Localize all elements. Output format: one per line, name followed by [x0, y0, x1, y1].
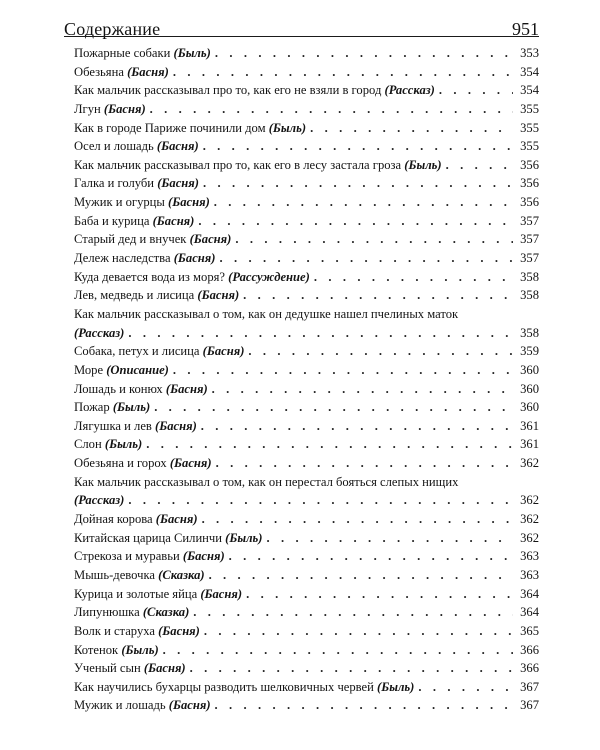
toc-entry-title: Дележ наследства: [74, 251, 174, 266]
toc-entry-genre: (Басня): [165, 381, 208, 396]
toc-entry: [74, 100, 539, 119]
toc-entry: [74, 547, 539, 566]
dot-leader: [267, 529, 513, 548]
table-of-contents: [74, 44, 539, 715]
toc-entry: [74, 286, 539, 305]
toc-entry-genre: (Басня): [173, 251, 216, 266]
toc-entry: [74, 659, 539, 678]
toc-entry-page: 364: [520, 586, 539, 601]
toc-entry-page: 362: [520, 530, 539, 545]
toc-entry-page: 357: [520, 251, 539, 266]
toc-entry-title: Лягушка и лев: [74, 418, 156, 433]
toc-entry-title: Мужик и огурцы: [74, 195, 169, 210]
toc-entry-genre: (Басня): [155, 418, 197, 433]
toc-entry-title: Волк и старуха: [74, 623, 159, 638]
toc-entry-genre: (Рассказ): [74, 325, 125, 340]
toc-entry-title: Дойная корова: [74, 512, 156, 527]
toc-entry: [74, 249, 539, 268]
dot-leader: [203, 174, 513, 193]
toc-entry-page: 356: [520, 157, 539, 172]
dot-leader: [215, 696, 513, 715]
dot-leader: [209, 566, 513, 585]
dot-leader: [154, 398, 513, 417]
header-page-number: 951: [512, 19, 539, 39]
toc-entry: [74, 212, 539, 231]
toc-entry-page: 365: [520, 623, 539, 638]
toc-entry-title: Ученый сын: [74, 661, 144, 676]
dot-leader: [219, 249, 513, 268]
toc-entry-title: Обезьяна и горох: [74, 456, 170, 471]
toc-entry-page: 364: [520, 605, 539, 620]
toc-entry-genre: (Сказка): [142, 605, 190, 620]
toc-entry: [74, 641, 539, 660]
toc-entry-title: Котенок: [74, 642, 122, 657]
toc-entry-genre: (Быль): [173, 46, 211, 60]
toc-entry-title: Галка и голуби: [74, 176, 158, 191]
toc-entry-page: 362: [520, 456, 539, 471]
toc-entry-page: 358: [520, 269, 539, 284]
dot-leader: [173, 63, 513, 82]
toc-entry-page: 357: [520, 232, 539, 247]
toc-entry-title: Баба и курица: [74, 213, 153, 228]
header-rule: [64, 36, 539, 37]
toc-entry: [74, 361, 539, 380]
toc-entry-page: 354: [520, 83, 539, 98]
toc-entry-page: 366: [520, 642, 539, 657]
toc-entry-genre: (Басня): [169, 456, 212, 471]
dot-leader: [446, 156, 513, 175]
toc-entry-page: 360: [520, 362, 539, 377]
toc-entry-genre: (Басня): [197, 288, 240, 303]
toc-entry-genre: (Сказка): [158, 567, 205, 582]
toc-entry-genre: (Басня): [157, 176, 199, 191]
toc-entry-title: Собака, петух и лисица: [74, 344, 203, 359]
dot-leader: [150, 100, 513, 119]
toc-entry-page: 362: [520, 493, 539, 508]
toc-entry-title: Мышь-девочка: [74, 567, 159, 582]
toc-entry-page: 361: [520, 418, 539, 433]
toc-entry: [74, 622, 539, 641]
dot-leader: [310, 119, 513, 138]
dot-leader: [229, 547, 513, 566]
dot-leader: [248, 342, 513, 361]
dot-leader: [314, 268, 513, 287]
toc-entry-title: Лошадь и конюх: [74, 381, 166, 396]
toc-entry-title: Как в городе Париже починили дом: [74, 120, 269, 135]
toc-entry-page: 360: [520, 400, 539, 415]
dot-leader: [128, 324, 513, 343]
dot-leader: [212, 380, 513, 399]
toc-entry-title: Стрекоза и муравьи: [74, 549, 183, 564]
toc-entry: [74, 268, 539, 287]
dot-leader: [215, 44, 513, 63]
toc-entry: [74, 529, 539, 548]
toc-entry-title: Лев, медведь и лисица: [74, 288, 198, 303]
toc-entry-genre: (Быль): [112, 400, 151, 415]
toc-entry-title: Как научились бухарцы разводить шелковичных червей: [74, 679, 378, 694]
toc-entry-genre: (Рассказ): [74, 493, 125, 508]
toc-entry-genre: (Басня): [200, 586, 243, 601]
toc-entry-page: 355: [520, 139, 539, 154]
toc-entry-genre: (Басня): [156, 139, 199, 154]
toc-entry-title: Как мальчик рассказывал о том, как он дедушке нашел пчелиных маток: [74, 306, 459, 321]
toc-entry-title: Слон: [74, 437, 105, 452]
toc-entry: [74, 230, 539, 249]
toc-entry-page: 366: [520, 661, 539, 676]
toc-entry: [74, 156, 539, 175]
toc-entry: [74, 585, 539, 604]
dot-leader: [198, 212, 513, 231]
toc-entry-genre: (Быль): [121, 642, 159, 657]
toc-entry-genre: (Басня): [143, 661, 186, 676]
toc-entry-genre: (Басня): [168, 698, 211, 713]
toc-entry-page: 353: [520, 46, 539, 60]
toc-entry-page: 359: [520, 344, 539, 359]
toc-entry-genre: (Басня): [182, 549, 225, 564]
dot-leader: [216, 454, 513, 473]
toc-entry: [74, 454, 539, 473]
toc-entry: [74, 473, 539, 510]
toc-entry-title: Обезьяна: [74, 64, 128, 79]
toc-entry-genre: (Басня): [158, 623, 200, 638]
toc-entry: [74, 305, 539, 342]
toc-entry-page: 354: [520, 64, 539, 79]
toc-entry-title: Как мальчик рассказывал про то, как его в лесу застала гроза: [74, 157, 405, 172]
toc-entry-title: Липунюшка: [74, 605, 143, 620]
toc-entry-title: Как мальчик рассказывал о том, как он перестал бояться слепых нищих: [74, 474, 459, 489]
toc-entry-genre: (Быль): [377, 679, 415, 694]
toc-entry-page: 355: [520, 120, 539, 135]
dot-leader: [146, 435, 513, 454]
dot-leader: [439, 81, 513, 100]
toc-entry: [74, 119, 539, 138]
toc-entry-title: Старый дед и внучек: [74, 232, 190, 247]
toc-entry-title: Море: [74, 362, 107, 377]
toc-entry-page: 367: [520, 698, 539, 713]
toc-entry-genre: (Басня): [155, 512, 198, 527]
toc-entry: [74, 81, 539, 100]
toc-entry-page: 363: [520, 549, 539, 564]
dot-leader: [418, 678, 513, 697]
dot-leader: [202, 510, 513, 529]
toc-entry-page: 358: [520, 325, 539, 340]
toc-entry-genre: (Рассуждение): [228, 269, 310, 284]
toc-entry: [74, 678, 539, 697]
toc-entry-title: Пожар: [74, 400, 113, 415]
toc-entry: [74, 398, 539, 417]
toc-entry-genre: (Басня): [168, 195, 210, 210]
dot-leader: [163, 641, 513, 660]
dot-leader: [246, 585, 513, 604]
toc-entry-title: Осел и лошадь: [74, 139, 157, 154]
toc-entry-genre: (Басня): [189, 232, 232, 247]
dot-leader: [173, 361, 513, 380]
toc-entry: [74, 380, 539, 399]
toc-entry: [74, 510, 539, 529]
toc-entry-genre: (Рассказ): [384, 83, 435, 98]
toc-entry-genre: (Басня): [103, 101, 146, 116]
toc-entry-genre: (Басня): [127, 64, 169, 79]
toc-entry: [74, 193, 539, 212]
header-title: Содержание: [64, 19, 161, 39]
toc-entry: [74, 417, 539, 436]
toc-entry-genre: (Быль): [225, 530, 263, 545]
toc-entry-page: 357: [520, 213, 539, 228]
dot-leader: [190, 659, 513, 678]
toc-entry: [74, 696, 539, 715]
dot-leader: [128, 491, 513, 510]
toc-entry-page: 363: [520, 567, 539, 582]
toc-entry-genre: (Басня): [152, 213, 195, 228]
toc-entry: [74, 566, 539, 585]
dot-leader: [204, 622, 513, 641]
dot-leader: [214, 193, 513, 212]
toc-entry: [74, 174, 539, 193]
toc-entry-title: Китайская царица Силинчи: [74, 530, 226, 545]
toc-entry-title: Пожарные собаки: [74, 46, 174, 60]
dot-leader: [193, 603, 513, 622]
toc-entry-page: 362: [520, 512, 539, 527]
toc-entry-page: 358: [520, 288, 539, 303]
toc-entry: [74, 603, 539, 622]
toc-entry: [74, 435, 539, 454]
toc-entry-genre: (Басня): [202, 344, 245, 359]
toc-entry-title: Куда девается вода из моря?: [74, 269, 229, 284]
toc-entry: [74, 63, 539, 82]
dot-leader: [243, 286, 513, 305]
dot-leader: [235, 230, 513, 249]
toc-entry-title: Мужик и лошадь: [74, 698, 169, 713]
toc-entry-genre: (Быль): [268, 120, 307, 135]
dot-leader: [201, 417, 513, 436]
toc-entry-title: Лгун: [74, 101, 104, 116]
dot-leader: [203, 137, 513, 156]
toc-entry: [74, 342, 539, 361]
toc-entry-page: 355: [520, 101, 539, 116]
toc-entry-genre: (Описание): [106, 362, 169, 377]
toc-entry-page: 356: [520, 195, 539, 210]
toc-entry-page: 360: [520, 381, 539, 396]
toc-entry-title: Как мальчик рассказывал про то, как его не взяли в город: [74, 83, 385, 98]
toc-entry-genre: (Быль): [104, 437, 143, 452]
toc-entry-genre: (Быль): [404, 157, 442, 172]
toc-entry: [74, 137, 539, 156]
toc-entry-page: 367: [520, 679, 539, 694]
toc-entry-page: 356: [520, 176, 539, 191]
toc-entry-title: Курица и золотые яйца: [74, 586, 201, 601]
toc-entry: [74, 44, 539, 63]
toc-entry-page: 361: [520, 437, 539, 452]
